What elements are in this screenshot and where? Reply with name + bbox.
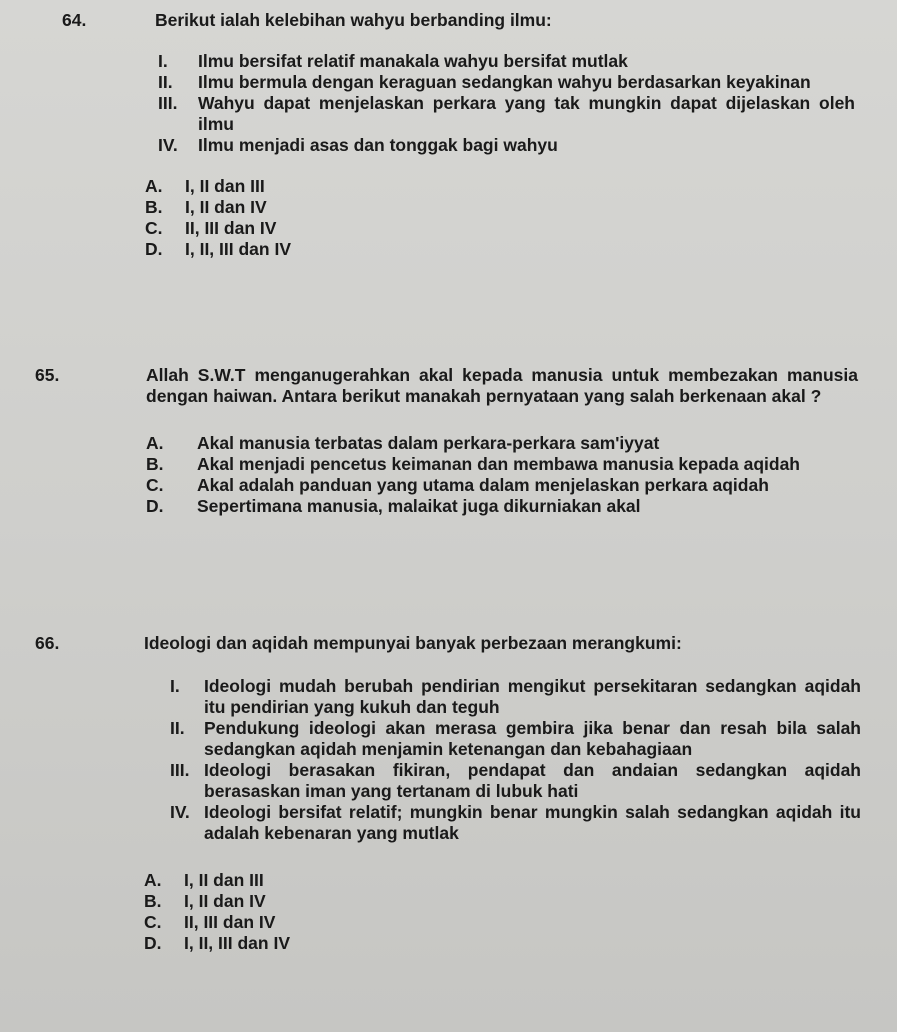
statement-iii: III. Ideologi berasakan fikiran, pendapat dan andaian sedangkan aqidah berasaskan iman yang tertanam di lubuk hati <box>170 760 861 801</box>
option-b: B. I, II dan IV <box>144 891 266 911</box>
question-stem: Ideologi dan aqidah mempunyai banyak perbezaan merangkumi: <box>144 633 682 653</box>
statement-list <box>158 51 855 156</box>
option-c: C. II, III dan IV <box>145 218 277 238</box>
question-number: 64. <box>62 10 87 30</box>
option-a: A. I, II dan III <box>144 870 264 890</box>
question-stem: Berikut ialah kelebihan wahyu berbanding ilmu: <box>155 10 552 30</box>
option-a: A. I, II dan III <box>145 176 265 196</box>
option-list <box>145 176 855 260</box>
option-list <box>146 433 858 517</box>
option-list <box>144 870 861 954</box>
option-b: B. I, II dan IV <box>145 197 267 217</box>
statement-ii: II. Ilmu bermula dengan keraguan sedangkan wahyu berdasarkan keyakinan <box>158 72 811 92</box>
option-a: A. Akal manusia terbatas dalam perkara-perkara sam'iyyat <box>146 433 660 453</box>
statement-ii: II. Pendukung ideologi akan merasa gembira jika benar dan resah bila salah sedangkan aqidah menjamin ketenangan dan kebahagiaan <box>170 718 861 759</box>
option-d: D. I, II, III dan IV <box>144 933 290 953</box>
option-b: B. Akal menjadi pencetus keimanan dan membawa manusia kepada aqidah <box>146 454 800 474</box>
statement-iv: IV. Ideologi bersifat relatif; mungkin benar mungkin salah sedangkan aqidah itu adalah kebenaran yang mutlak <box>170 802 861 843</box>
question-stem: Allah S.W.T menganugerahkan akal kepada manusia untuk membezakan manusia dengan haiwan. Antara berikut manakah pernyataan yang salah berkenaan akal ? <box>146 365 858 406</box>
question-number: 65. <box>35 365 60 385</box>
option-d: D. Sepertimana manusia, malaikat juga dikurniakan akal <box>146 496 641 516</box>
option-c: C. II, III dan IV <box>144 912 276 932</box>
statement-i: I. Ideologi mudah berubah pendirian mengikut persekitaran sedangkan aqidah itu pendirian yang kukuh dan teguh <box>170 676 861 717</box>
question-number: 66. <box>35 633 60 653</box>
statement-i: I. Ilmu bersifat relatif manakala wahyu bersifat mutlak <box>158 51 628 71</box>
option-c: C. Akal adalah panduan yang utama dalam menjelaskan perkara aqidah <box>146 475 769 495</box>
statement-iv: IV. Ilmu menjadi asas dan tonggak bagi wahyu <box>158 135 558 155</box>
option-d: D. I, II, III dan IV <box>145 239 291 259</box>
statement-list <box>170 676 861 844</box>
statement-iii: III. Wahyu dapat menjelaskan perkara yang tak mungkin dapat dijelaskan oleh ilmu <box>158 93 855 134</box>
